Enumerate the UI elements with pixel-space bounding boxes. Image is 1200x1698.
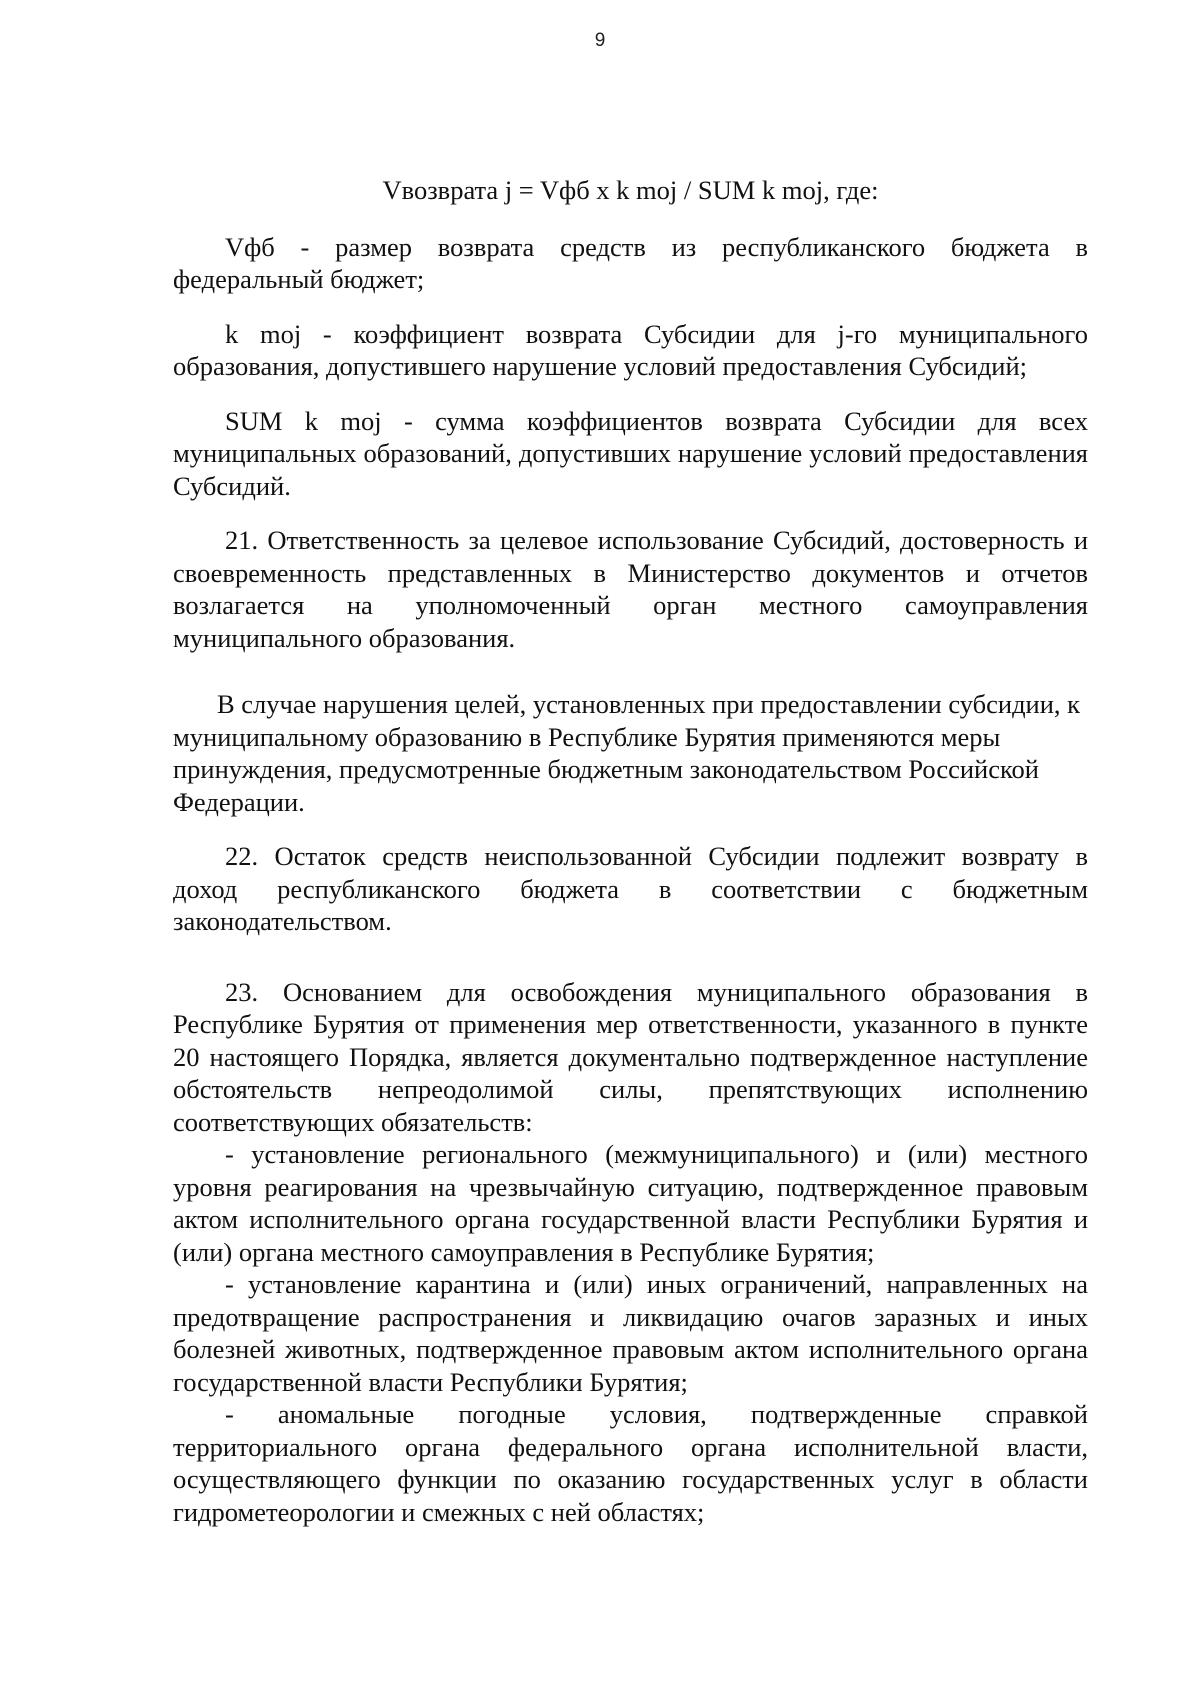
definition-vfb: Vфб - размер возврата средств из республиканского бюджета в федеральный бюджет; — [173, 231, 1088, 294]
paragraph-22: 22. Остаток средств неиспользованной Субсидии подлежит возврату в доход республиканского бюджета в соответствии с бюджетным законодательством. — [173, 841, 1088, 936]
list-item-weather: - аномальные погодные условия, подтвержденные справкой территориального органа федерального органа исполнительной власти, осуществляющего функции по оказанию государственных услуг в области гидрометеорологии и смежных с ней областях; — [173, 1399, 1088, 1527]
definition-sum-k-moj: SUM k moj - сумма коэффициентов возврата Субсидии для всех муниципальных образований, допустивших нарушение условий предоставления Субсидий. — [173, 405, 1088, 501]
document-body — [173, 174, 1088, 1528]
formula: Vвозврата j = Vфб x k moj / SUM k moj, где: — [382, 175, 879, 205]
list-item-quarantine: - установление карантина и (или) иных ограничений, направленных на предотвращение распространения и ликвидацию очагов заразных и иных болезней животных, подтвержденное правовым актом исполнительного органа государственной власти Республики Бурятия; — [173, 1269, 1088, 1397]
paragraph-violation-measures: В случае нарушения целей, установленных при предоставлении субсидии, к муниципальному образованию в Республике Бурятия применяются меры принуждения, предусмотренные бюджетным законодательством Российской Федерации. — [173, 689, 1081, 817]
page-number: 9 — [594, 30, 606, 51]
paragraph-23: 23. Основанием для освобождения муниципального образования в Республике Бурятия от применения мер ответственности, указанного в пункте 20 настоящего Порядка, является документально подтвержденное наступление обстоятельств непреодолимой силы, препятствующих исполнению соответствующих обязательств: — [173, 976, 1088, 1137]
paragraph-21: 21. Ответственность за целевое использование Субсидий, достоверность и своевременность представленных в Министерство документов и отчетов возлагается на уполномоченный орган местного самоуправления муниципального образования. — [173, 525, 1088, 653]
definition-k-moj: k moj - коэффициент возврата Субсидии для j-го муниципального образования, допустившего нарушение условий предоставления Субсидий; — [173, 318, 1088, 381]
list-item-emergency: - установление регионального (межмуниципального) и (или) местного уровня реагирования на чрезвычайную ситуацию, подтвержденное правовым актом исполнительного органа государственной власти Республики Бурятия и (или) органа местного самоуправления в Республике Бурятия; — [173, 1139, 1088, 1267]
